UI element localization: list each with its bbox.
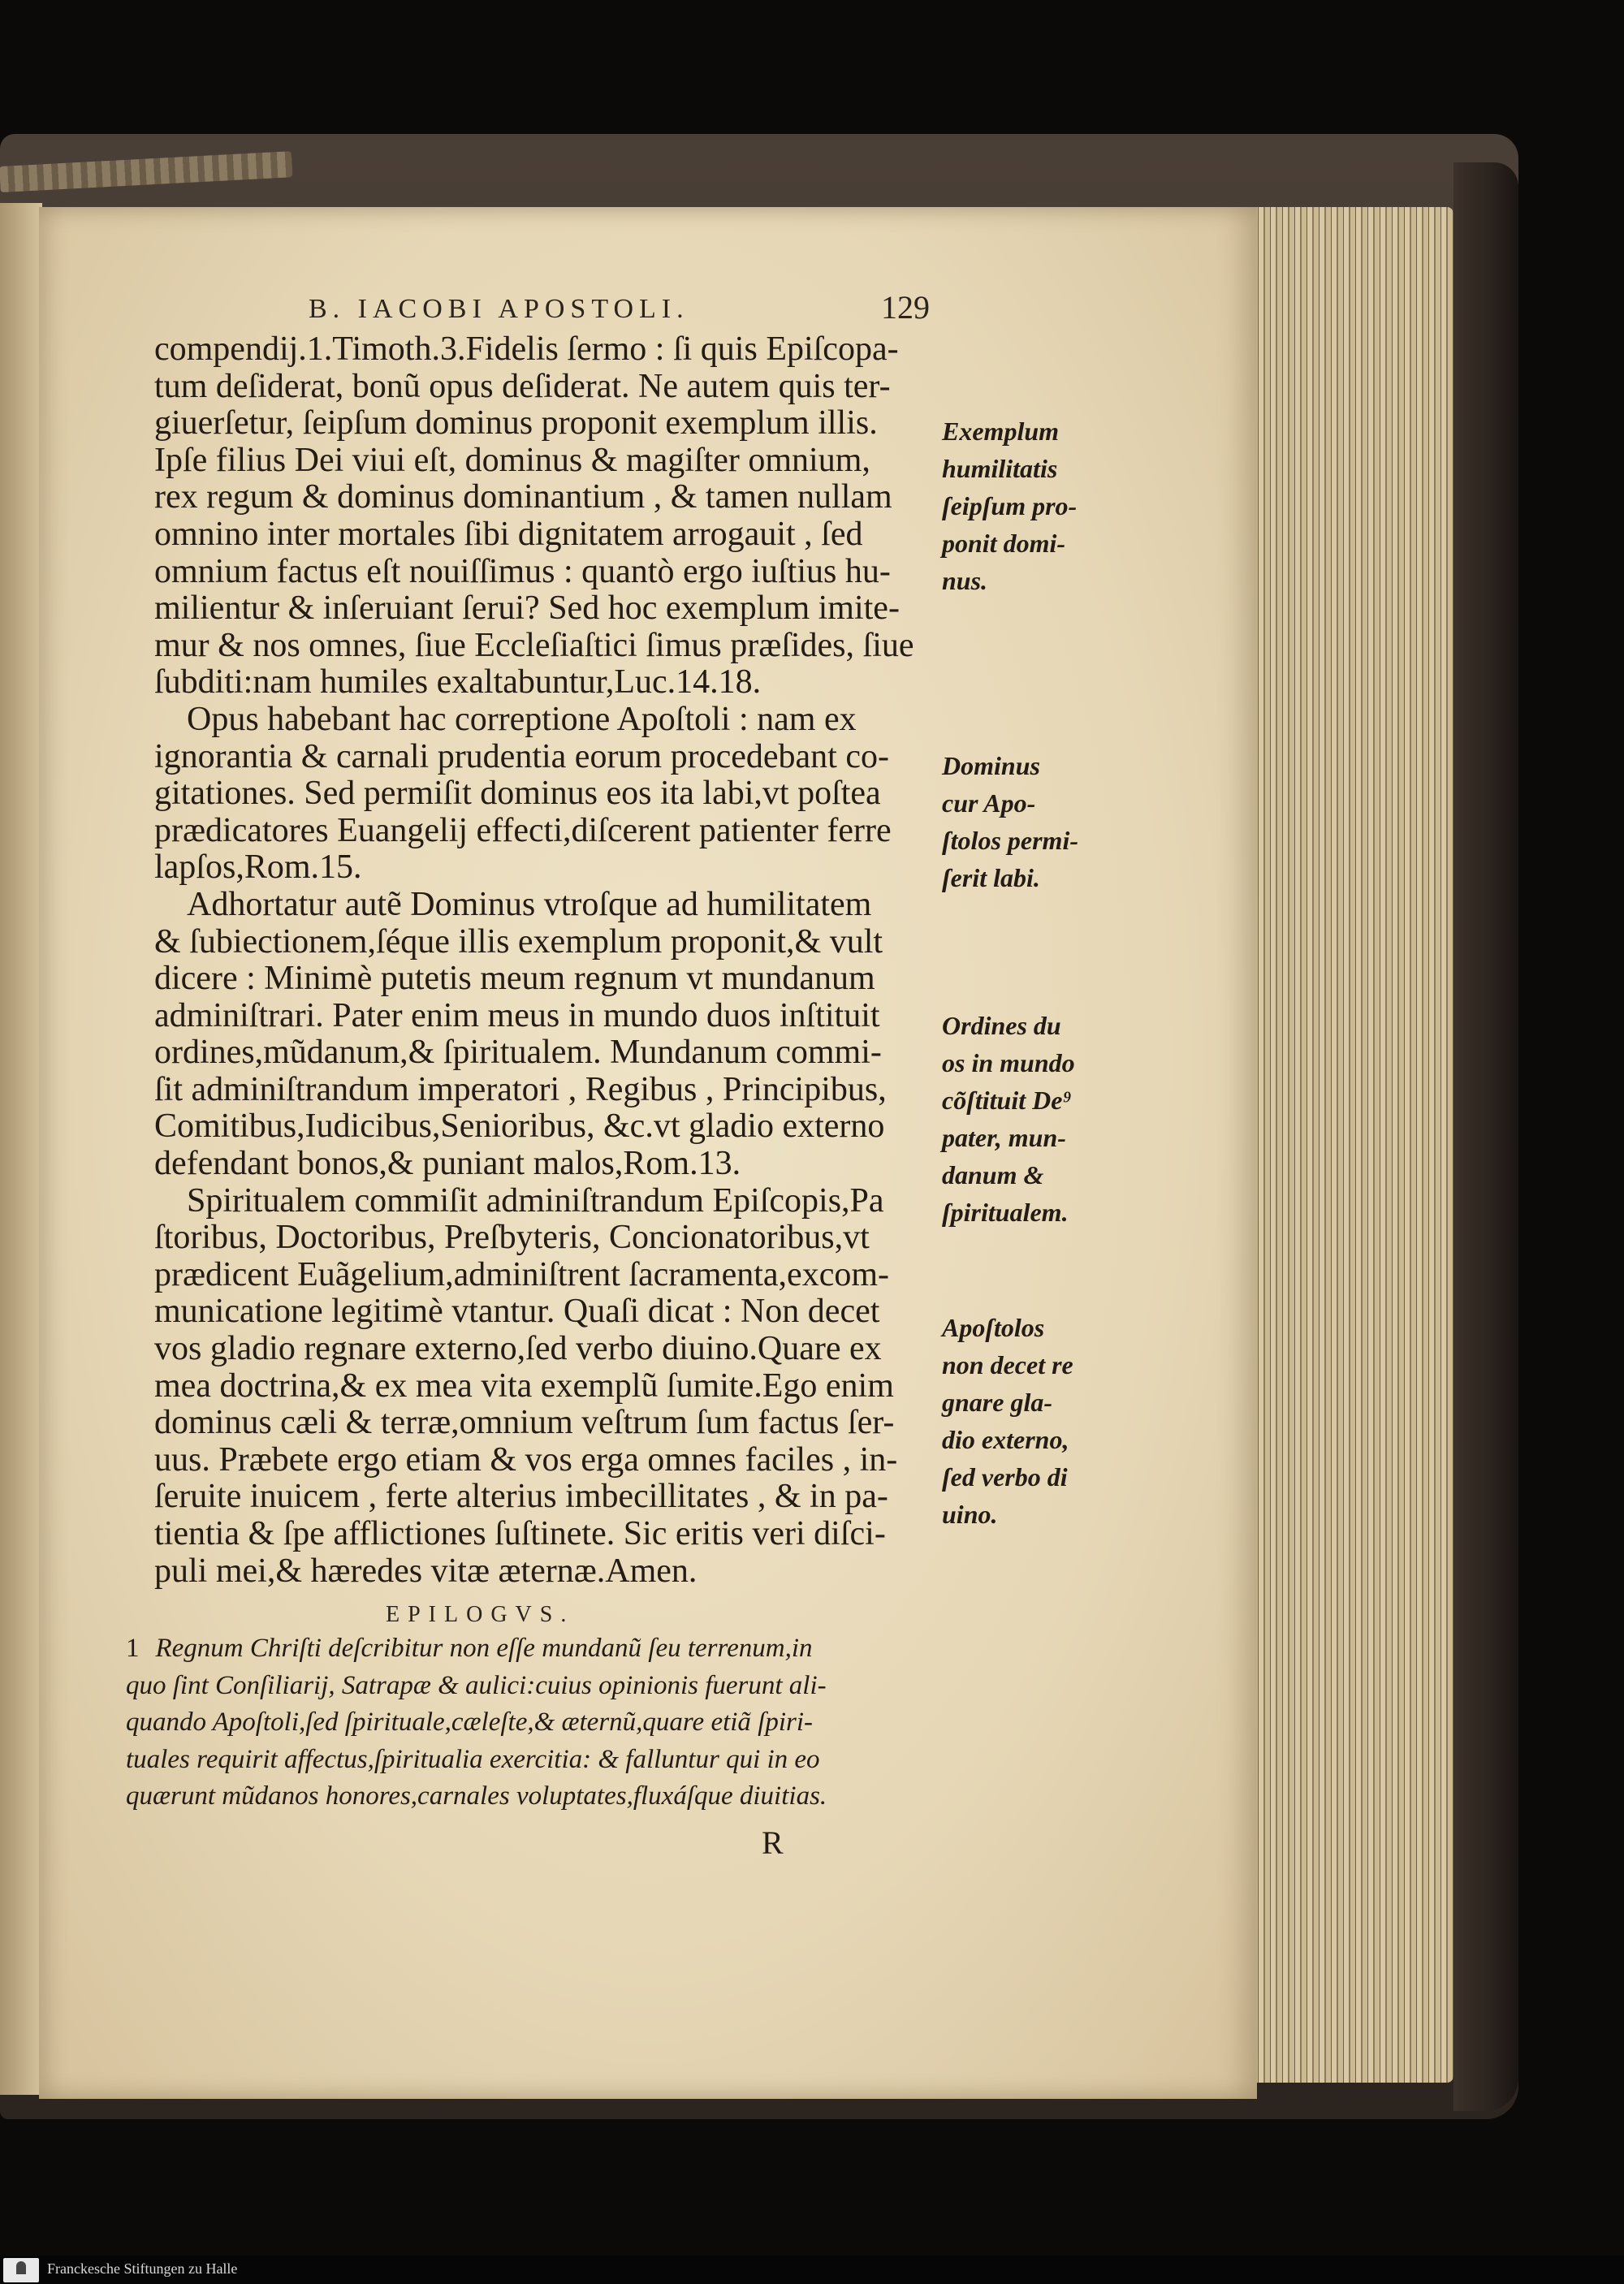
text-line: milientur & inſeruiant ſerui? Sed hoc exemplum imite-	[154, 589, 900, 628]
epilogus-text	[126, 1630, 954, 1816]
marginal-line: cõſtituit De⁹	[942, 1086, 1072, 1115]
text-line: ſeruite inuicem , ferte alterius imbecillitates , & in pa-	[154, 1478, 888, 1516]
epilogus-line: quando Apoſtoli,ſed ſpirituale,cæleſte,& æternũ,quare etiã ſpiri-	[126, 1708, 814, 1737]
text-line: prædicatores Euangelij effecti,diſcerent patienter ferre	[154, 811, 892, 849]
text-line: ſubditi:nam humiles exaltabuntur,Luc.14.18.	[154, 663, 762, 702]
marginal-line: os in mundo	[942, 1048, 1075, 1077]
marginal-line: ſeipſum pro-	[942, 491, 1078, 520]
text-line: dicere : Minimè putetis meum regnum vt mundanum	[154, 960, 875, 998]
marginal-line: Ordines du	[942, 1011, 1061, 1040]
text-line: puli mei,& hæredes vitæ æternæ.Amen.	[154, 1552, 698, 1590]
marginal-line: ſpiritualem.	[942, 1198, 1069, 1227]
text-line: ſtoribus, Doctoribus, Preſbyteris, Concionatoribus,vt	[154, 1219, 870, 1257]
text-line: prædicent Euãgelium,adminiſtrent ſacramenta,excom-	[154, 1255, 889, 1293]
text-line: & ſubiectionem,ſéque illis exemplum proponit,& vult	[154, 922, 883, 961]
text-line: ignorantia & carnali prudentia eorum procedebant co-	[154, 737, 889, 775]
marginal-note-apostolos	[942, 1309, 1073, 1533]
epilogus-heading: EPILOGVS.	[386, 1602, 575, 1627]
text-line: ſit adminiſtrandum imperatori , Regibus , Principibus,	[154, 1070, 887, 1108]
text-line: lapſos,Rom.15.	[154, 848, 362, 887]
marginal-line: pater, mun-	[942, 1123, 1066, 1152]
marginal-line: ponit domi-	[942, 529, 1066, 558]
marginal-line: non decet re	[942, 1350, 1073, 1379]
marginal-line: cur Apo-	[942, 788, 1036, 818]
marginal-line: ſerit labi.	[942, 863, 1040, 892]
footer-institution: Franckesche Stiftungen zu Halle	[47, 2260, 238, 2277]
epilogus-number: 1	[126, 1634, 140, 1663]
text-line: vos gladio regnare externo,ſed verbo diuino.Quare ex	[154, 1330, 882, 1368]
text-line: giuerſetur, ſeipſum dominus proponit exemplum illis.	[154, 404, 878, 443]
institution-logo-icon	[3, 2258, 39, 2282]
text-line: mea doctrina,& ex mea vita exemplũ ſumite.Ego enim	[154, 1367, 894, 1405]
marginal-line: dio externo,	[942, 1425, 1069, 1454]
text-line: omnium factus eſt nouiſſimus : quantò ergo iuſtius hu-	[154, 552, 891, 590]
text-line: Ipſe filius Dei viui eſt, dominus & magiſter omnium,	[154, 441, 870, 479]
marginal-note-exemplum	[942, 412, 1077, 599]
marginal-line: humilitatis	[942, 454, 1058, 483]
footer-bar	[0, 2256, 1624, 2284]
page-number: 129	[881, 289, 930, 326]
marginal-note-dominus	[942, 747, 1078, 896]
epilogus-line: quærunt mũdanos honores,carnales voluptates,fluxáſque diuitias.	[126, 1781, 827, 1811]
text-line: rex regum & dominus dominantium , & tamen nullam	[154, 478, 892, 516]
text-line: omnino inter mortales ſibi dignitatem arrogauit , ſed	[154, 515, 863, 553]
signature-mark: R	[762, 1824, 784, 1861]
text-line: tum deſiderat, bonũ opus deſiderat. Ne autem quis ter-	[154, 367, 891, 405]
epilogus-line: tuales requirit affectus,ſpiritualia exercitia: & falluntur qui in eo	[126, 1744, 820, 1774]
text-line: Opus habebant hac correptione Apoſtoli : nam ex	[187, 700, 857, 738]
text-line: uus. Præbete ergo etiam & vos erga omnes faciles , in-	[154, 1440, 898, 1479]
running-head: B. IACOBI APOSTOLI.	[309, 294, 689, 324]
page-fore-edge	[1234, 207, 1453, 2083]
text-line: tientia & ſpe afflictiones ſuſtinete. Sic eritis veri diſci-	[154, 1515, 886, 1552]
text-line: ordines,mũdanum,& ſpiritualem. Mundanum commi-	[154, 1034, 882, 1072]
marginal-line: ſtolos permi-	[942, 826, 1078, 855]
marginal-line: nus.	[942, 566, 988, 595]
marginal-line: gnare gla-	[942, 1388, 1052, 1417]
marginal-line: ſed verbo di	[942, 1462, 1068, 1492]
text-line: Spiritualem commiſit adminiſtrandum Epiſcopis,Pa	[187, 1181, 884, 1220]
text-line: Adhortatur autẽ Dominus vtroſque ad humilitatem	[187, 885, 872, 923]
text-line: adminiſtrari. Pater enim meus in mundo duos inſtituit	[154, 996, 880, 1034]
text-line: mur & nos omnes, ſiue Eccleſiaſtici ſimus præſides, ſiue	[154, 626, 914, 664]
marginal-note-ordines	[942, 1007, 1075, 1231]
epilogus-line-text: Regnum Chriſti deſcribitur non eſſe mundanũ ſeu terrenum,in	[155, 1634, 813, 1663]
epilogus-line	[126, 1630, 954, 1668]
facing-page-edge	[0, 203, 42, 2095]
text-line: defendant bonos,& puniant malos,Rom.13.	[154, 1145, 741, 1183]
marginal-line: uino.	[942, 1500, 998, 1529]
marginal-line: Apoſtolos	[942, 1313, 1045, 1342]
text-line: dominus cæli & terræ,omnium veſtrum ſum factus ſer-	[154, 1404, 895, 1442]
main-text	[154, 331, 966, 1590]
marginal-line: danum &	[942, 1160, 1044, 1189]
epilogus-line: quo ſint Conſiliarij, Satrapæ & aulici:cuius opinionis fuerunt ali-	[126, 1670, 827, 1700]
book-cover-edge	[1453, 162, 1518, 2111]
text-line: gitationes. Sed permiſit dominus eos ita labi,vt poſtea	[154, 775, 881, 813]
marginal-line: Exemplum	[942, 417, 1060, 446]
text-line: municatione legitimè vtantur. Quaſi dicat : Non decet	[154, 1293, 880, 1331]
text-line: compendij.1.Timoth.3.Fidelis ſermo : ſi quis Epiſcopa-	[154, 330, 899, 368]
marginal-line: Dominus	[942, 751, 1040, 780]
text-line: Comitibus,Iudicibus,Senioribus, &c.vt gladio externo	[154, 1107, 885, 1146]
